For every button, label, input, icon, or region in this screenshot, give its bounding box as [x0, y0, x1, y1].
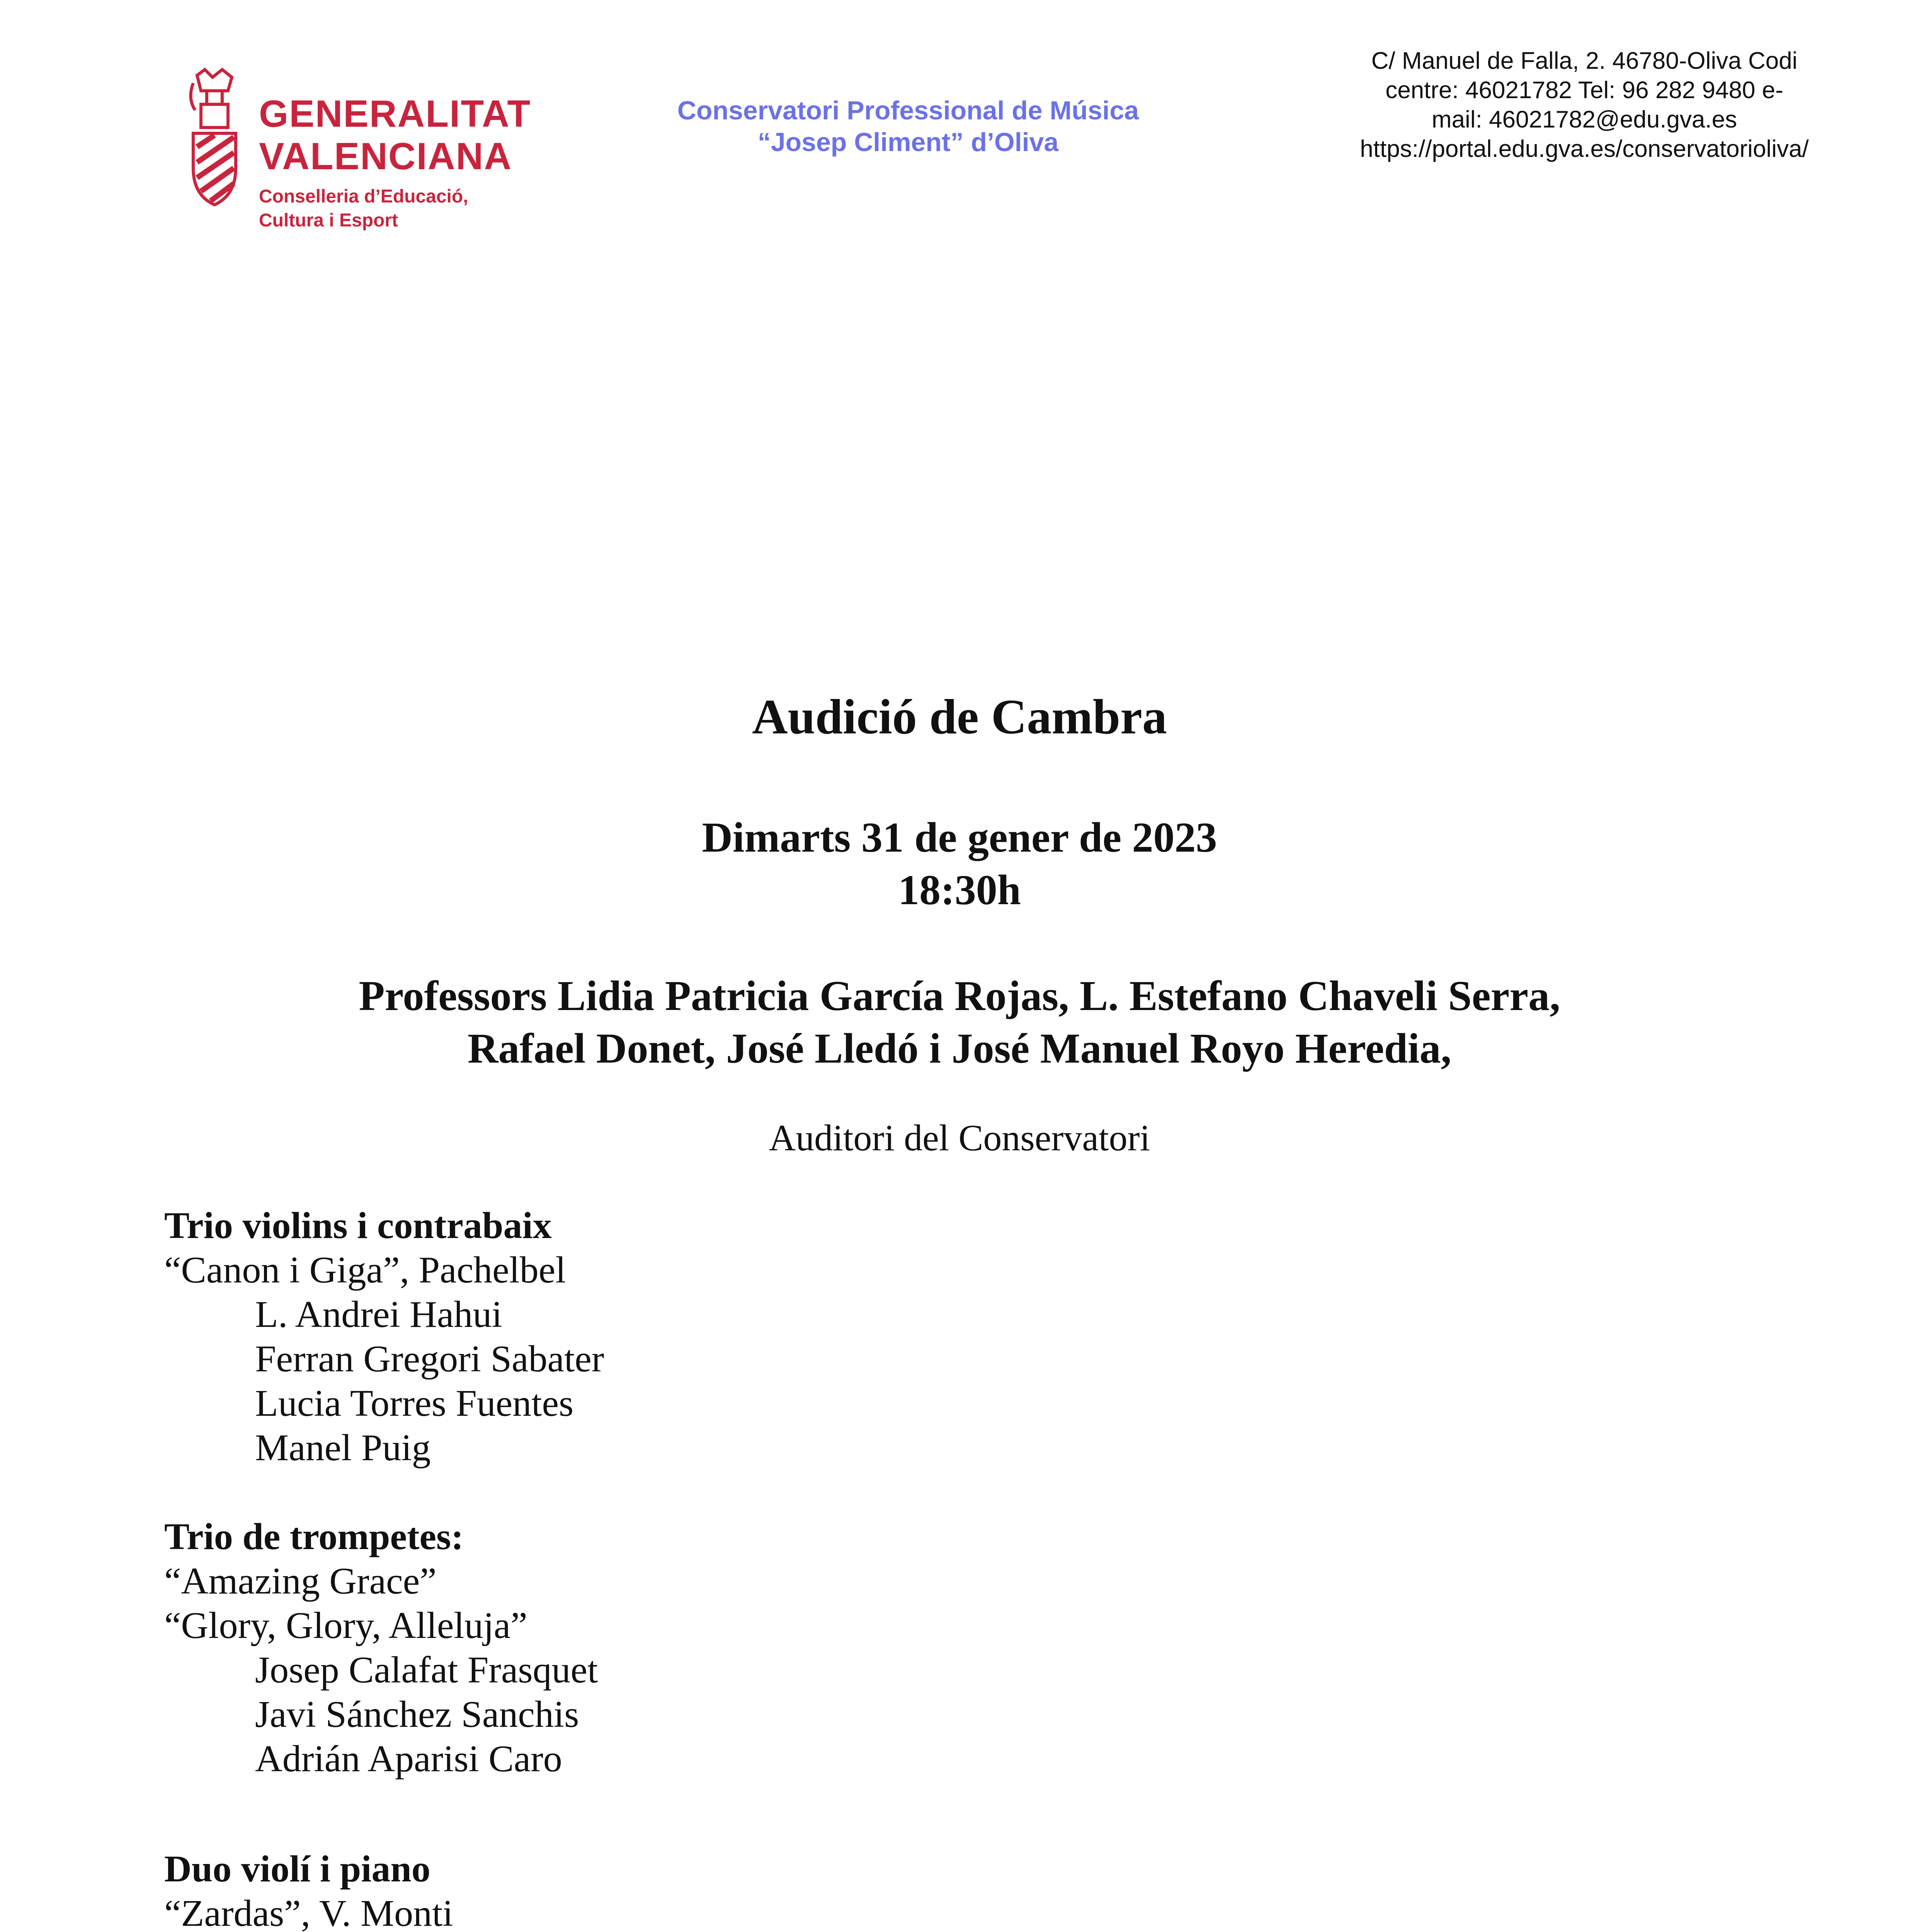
performer-name: Ferran Gregori Sabater: [255, 1338, 604, 1380]
logo-text-line3: Conselleria d’Educació,: [259, 186, 468, 207]
generalitat-logo: [185, 68, 533, 238]
program-group: [164, 1515, 1710, 1781]
performer-name: L. Andrei Hahui: [255, 1294, 502, 1335]
event-professors-line1: Professors Lidia Patricia García Rojas, L. Estefano Chaveli Serra,: [359, 972, 1560, 1019]
logo-text-line1: GENERALITAT: [259, 92, 531, 135]
piece-title: “Canon i Giga”, Pachelbel: [164, 1249, 566, 1291]
coat-of-arms-icon: [185, 68, 243, 207]
performer-name: Adrián Aparisi Caro: [255, 1738, 562, 1780]
piece-title: “Amazing Grace”: [164, 1560, 437, 1602]
event-professors-line2: Rafael Donet, José Lledó i José Manuel Royo Heredia,: [467, 1025, 1452, 1072]
address-line3: mail: 46021782@edu.gva.es: [1431, 106, 1737, 133]
event-venue: Auditori del Conservatori: [769, 1117, 1150, 1158]
performer-name: Javi Sánchez Sanchis: [255, 1694, 579, 1735]
school-name: [618, 95, 1198, 158]
group-title: Trio de trompetes:: [164, 1516, 464, 1558]
address-line2: centre: 46021782 Tel: 96 282 9480 e-: [1385, 77, 1783, 104]
address-line4: https://portal.edu.gva.es/conservatorioliva/: [1360, 136, 1809, 162]
contact-address: [1295, 46, 1874, 164]
group-title: Trio violins i contrabaix: [164, 1205, 552, 1247]
group-title: Duo violí i piano: [164, 1848, 430, 1890]
event-date: Dimarts 31 de gener de 2023: [702, 814, 1217, 861]
event-title: Audició de Cambra: [752, 689, 1167, 744]
school-name-line2: “Josep Climent” d’Oliva: [757, 128, 1059, 157]
performer-name: Manel Puig: [255, 1427, 431, 1469]
program-group: [164, 1847, 1710, 1932]
logo-text-line2: VALENCIANA: [259, 135, 512, 177]
performer-name: Lucia Torres Fuentes: [255, 1383, 574, 1424]
event-time: 18:30h: [898, 866, 1021, 913]
school-name-line1: Conservatori Professional de Música: [677, 96, 1139, 125]
address-line1: C/ Manuel de Falla, 2. 46780-Oliva Codi: [1371, 48, 1798, 74]
program-list: [164, 1204, 1710, 1932]
performer-name: Josep Calafat Frasquet: [255, 1649, 598, 1691]
logo-text-line4: Cultura i Esport: [259, 210, 398, 231]
piece-title: “Zardas”, V. Monti: [164, 1893, 453, 1932]
program-group: [164, 1204, 1710, 1470]
piece-title: “Glory, Glory, Alleluja”: [164, 1605, 527, 1646]
